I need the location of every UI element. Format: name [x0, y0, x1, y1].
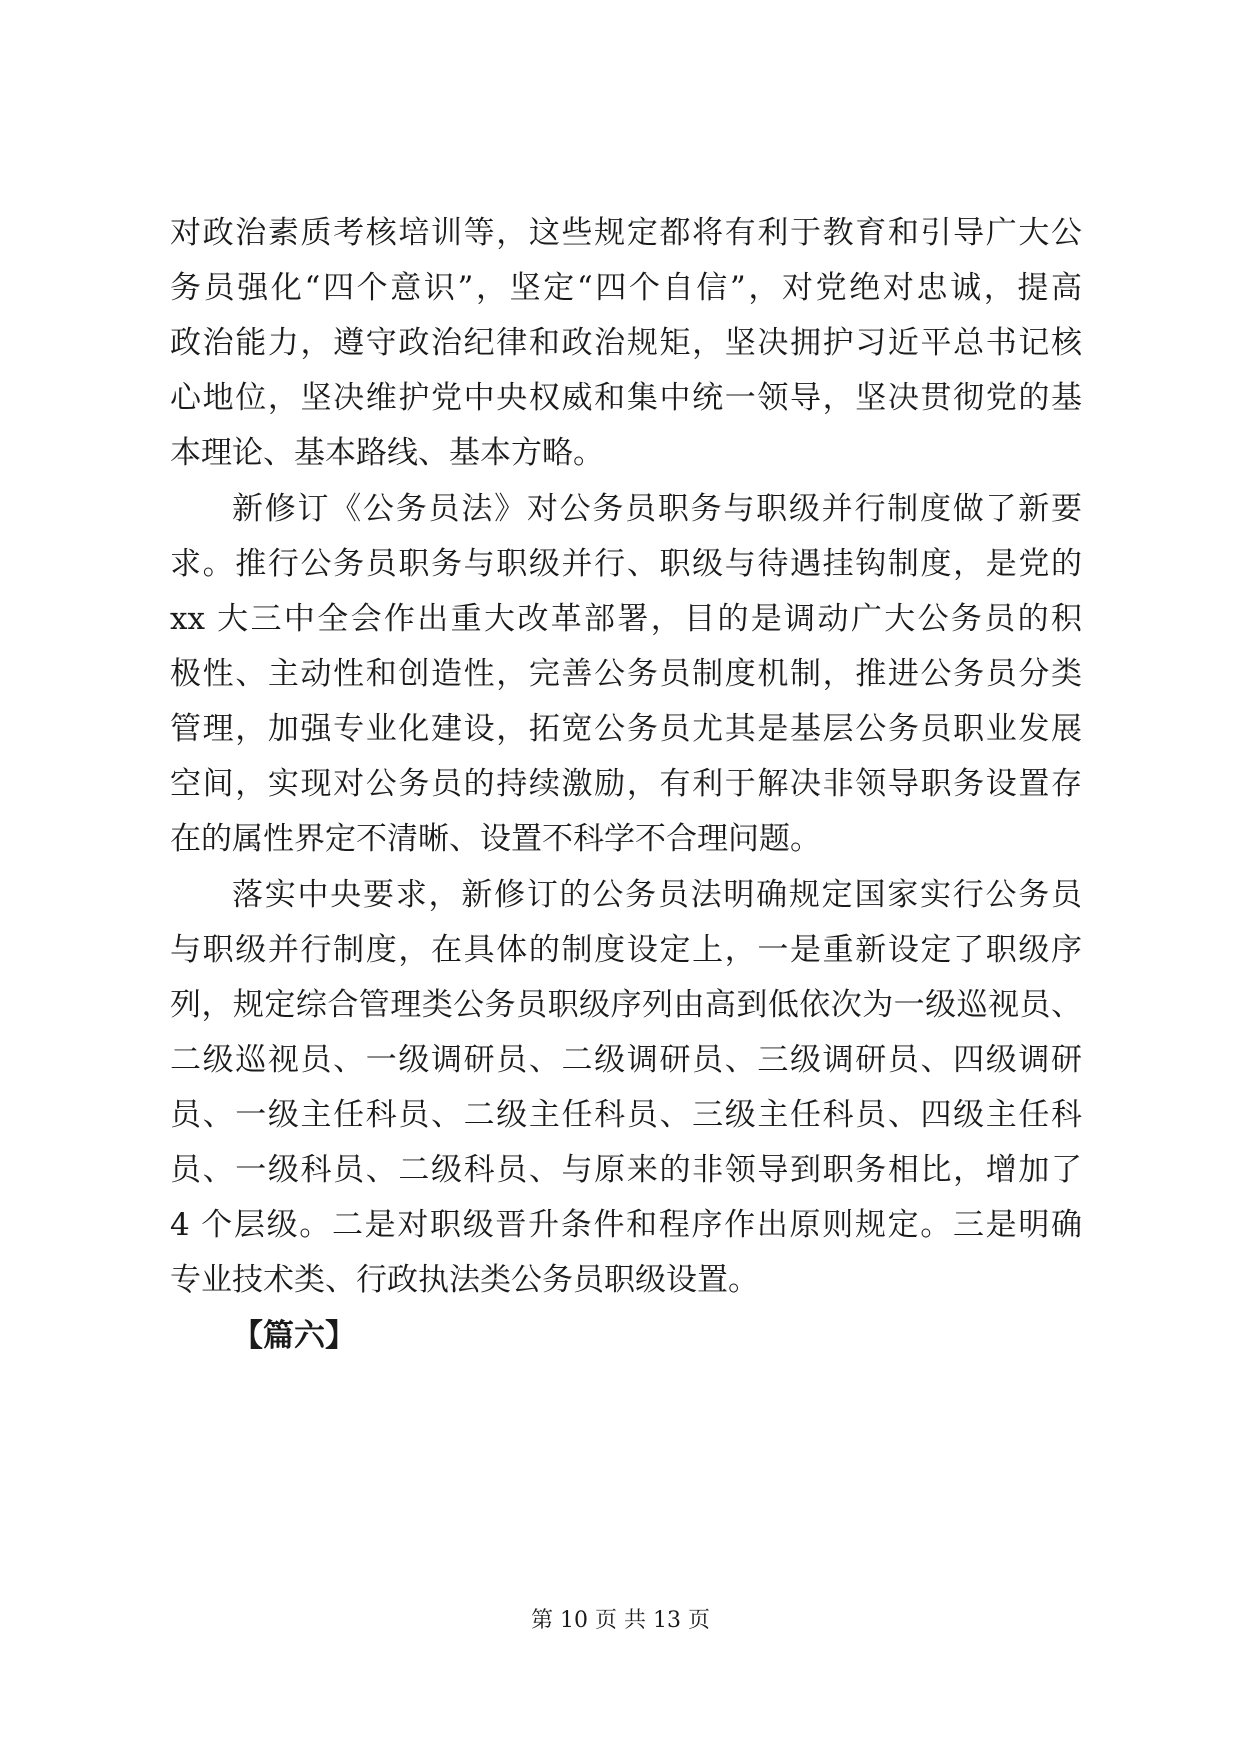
text-line: 极性、主动性和创造性，完善公务员制度机制，推进公务员分类 — [170, 656, 1082, 692]
text-line: 与职级并行制度，在具体的制度设定上，一是重新设定了职级序 — [170, 932, 1082, 968]
text-line: 员、一级科员、二级科员、与原来的非领导到职务相比，增加了 — [170, 1152, 1082, 1188]
text-line: 务员强化“四个意识”，坚定“四个自信”，对党绝对忠诚，提高 — [170, 270, 1082, 306]
text-line: 员、一级主任科员、二级主任科员、三级主任科员、四级主任科 — [170, 1097, 1082, 1133]
text-line: 列，规定综合管理类公务员职级序列由高到低依次为一级巡视员、 — [170, 987, 1082, 1023]
page-footer: 第 10 页 共 13 页 — [531, 1608, 710, 1633]
text-line: 在的属性界定不清晰、设置不科学不合理问题。 — [170, 821, 821, 857]
text-line: 专业技术类、行政执法类公务员职级设置。 — [170, 1262, 759, 1298]
text-line: 求。推行公务员职务与职级并行、职级与待遇挂钩制度，是党的 — [170, 546, 1082, 582]
text-line: 本理论、基本路线、基本方略。 — [170, 435, 604, 471]
text-line: 政治能力，遵守政治纪律和政治规矩，坚决拥护习近平总书记核 — [170, 325, 1082, 361]
text-line: 空间，实现对公务员的持续激励，有利于解决非领导职务设置存 — [170, 766, 1082, 802]
text-line: 管理，加强专业化建设，拓宽公务员尤其是基层公务员职业发展 — [170, 711, 1082, 747]
text-line: 落实中央要求，新修订的公务员法明确规定国家实行公务员 — [232, 877, 1082, 913]
text-line: 4 个层级。二是对职级晋升条件和程序作出原则规定。三是明确 — [170, 1207, 1082, 1243]
section-heading: 【篇六】 — [232, 1318, 356, 1354]
text-line: 新修订《公务员法》对公务员职务与职级并行制度做了新要 — [232, 491, 1082, 527]
text-line: 心地位，坚决维护党中央权威和集中统一领导，坚决贯彻党的基 — [170, 380, 1082, 416]
text-line: 二级巡视员、一级调研员、二级调研员、三级调研员、四级调研 — [170, 1042, 1082, 1078]
text-line: xx 大三中全会作出重大改革部署，目的是调动广大公务员的积 — [170, 601, 1082, 637]
text-line: 对政治素质考核培训等，这些规定都将有利于教育和引导广大公 — [170, 215, 1082, 251]
